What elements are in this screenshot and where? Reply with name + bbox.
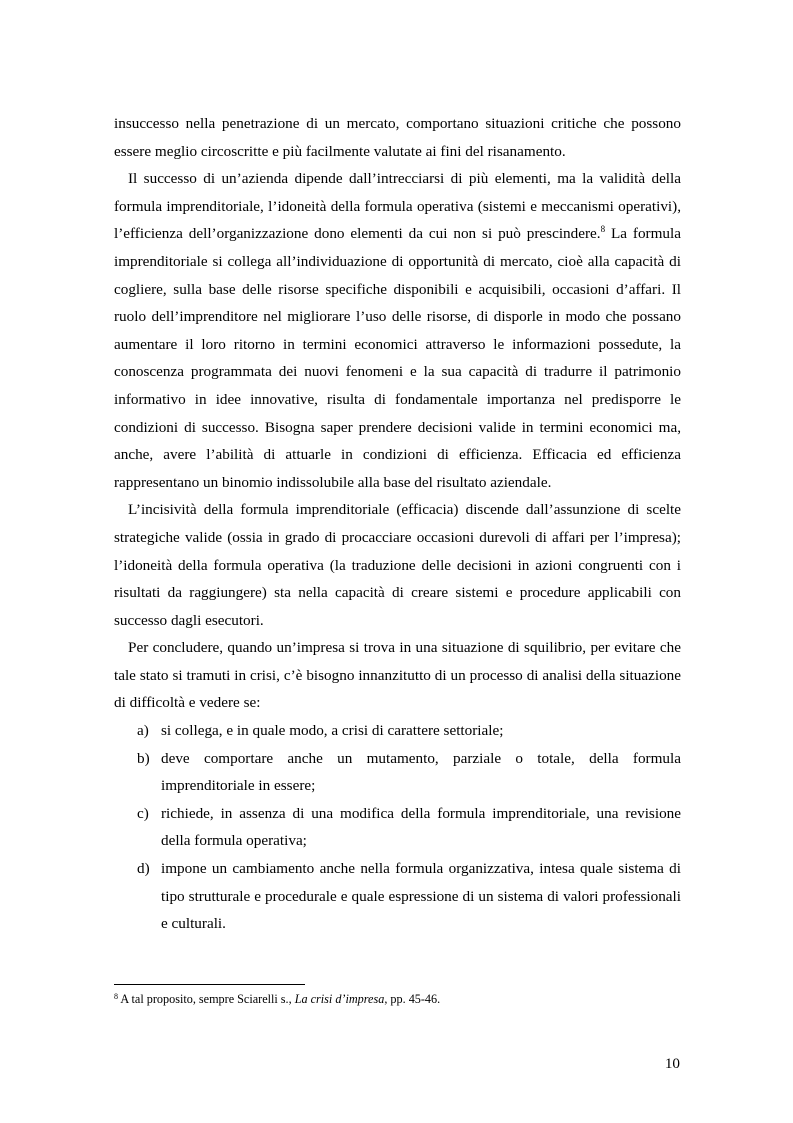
footnote	[114, 991, 681, 1007]
footnote-title: La crisi d’impresa	[294, 992, 385, 1006]
condition-list	[114, 717, 681, 938]
list-marker: a)	[137, 722, 149, 740]
list-item-text: impone un cambiamento anche nella formula organizzativa, intesa quale sistema di tipo strutturale e procedurale e quale espressione di un sistema di valori professionali e culturali.	[161, 860, 681, 933]
page-number: 10	[664, 1055, 680, 1072]
list-item	[114, 745, 681, 800]
paragraph-3: L’incisività della formula imprenditoriale (efficacia) discende dall’assunzione di scelte strategiche valide (ossia in grado di procacciare occasioni durevoli di affari per l’impresa); l’idoneità della formula operativa (la traduzione delle decisioni in azioni congruenti con i risultati da raggiungere) sta nella capacità di creare sistemi e procedure applicabili con successo dagli esecutori.	[114, 501, 681, 629]
list-item-text: richiede, in assenza di una modifica della formula imprenditoriale, una revisione della formula operativa;	[161, 804, 681, 850]
list-item	[114, 855, 681, 938]
list-item-text: deve comportare anche un mutamento, parziale o totale, della formula imprenditoriale in essere;	[161, 749, 681, 795]
list-item	[114, 717, 681, 745]
footnote-separator	[114, 984, 305, 985]
list-item-text: si collega, e in quale modo, a crisi di carattere settoriale;	[161, 722, 504, 740]
footnote-reference[interactable]: 8	[600, 224, 606, 235]
paragraph-2	[114, 165, 681, 496]
footnote-text-b: , pp. 45-46.	[384, 992, 441, 1006]
paragraph-2-text-a: Il successo di un’azienda dipende dall’intrecciarsi di più elementi, ma la validità della formula imprenditoriale, l’idoneità della formula operativa (sistemi e meccanismi operativi), l’efficienza dell’organizzazione dono elementi da cui non si può prescindere.	[114, 170, 681, 243]
list-item	[114, 800, 681, 855]
paragraph-4: Per concludere, quando un’impresa si trova in una situazione di squilibrio, per evitare che tale stato si tramuti in crisi, c’è bisogno innanzitutto di un processo di analisi della situazione di difficoltà e vedere se:	[114, 639, 681, 712]
list-marker: c)	[137, 804, 149, 822]
paragraph-1: insuccesso nella penetrazione di un mercato, comportano situazioni critiche che possono essere meglio circoscritte e più facilmente valutate ai fini del risanamento.	[114, 115, 681, 160]
footnote-text-a: A tal proposito, sempre Sciarelli s.,	[118, 992, 295, 1006]
page-body	[114, 110, 681, 938]
footnote-number: 8	[114, 992, 118, 1001]
list-marker: d)	[137, 860, 150, 878]
paragraph-2-text-b: La formula imprenditoriale si collega all’individuazione di opportunità di mercato, cioè alla capacità di cogliere, sulla base delle risorse specifiche disponibili e acquisibili, occasioni d’affari. Il ruolo dell’imprenditore nel migliorare l’uso delle risorse, di disporle in modo che possano aumentare il loro ritorno in termini economici attraverso le informazioni possedute, la conoscenza programmata dei nuovi fenomeni e la sua capacità di tradurre il patrimonio informativo in idee innovative, risulta di fondamentale importanza nel predisporre le condizioni di successo. Bisogna saper prendere decisioni valide in termini economici ma, anche, avere l’abilità di attuarle in condizioni di efficienza. Efficacia ed efficienza rappresentano un binomio indissolubile alla base del risultato aziendale.	[114, 225, 681, 491]
list-marker: b)	[137, 749, 150, 767]
